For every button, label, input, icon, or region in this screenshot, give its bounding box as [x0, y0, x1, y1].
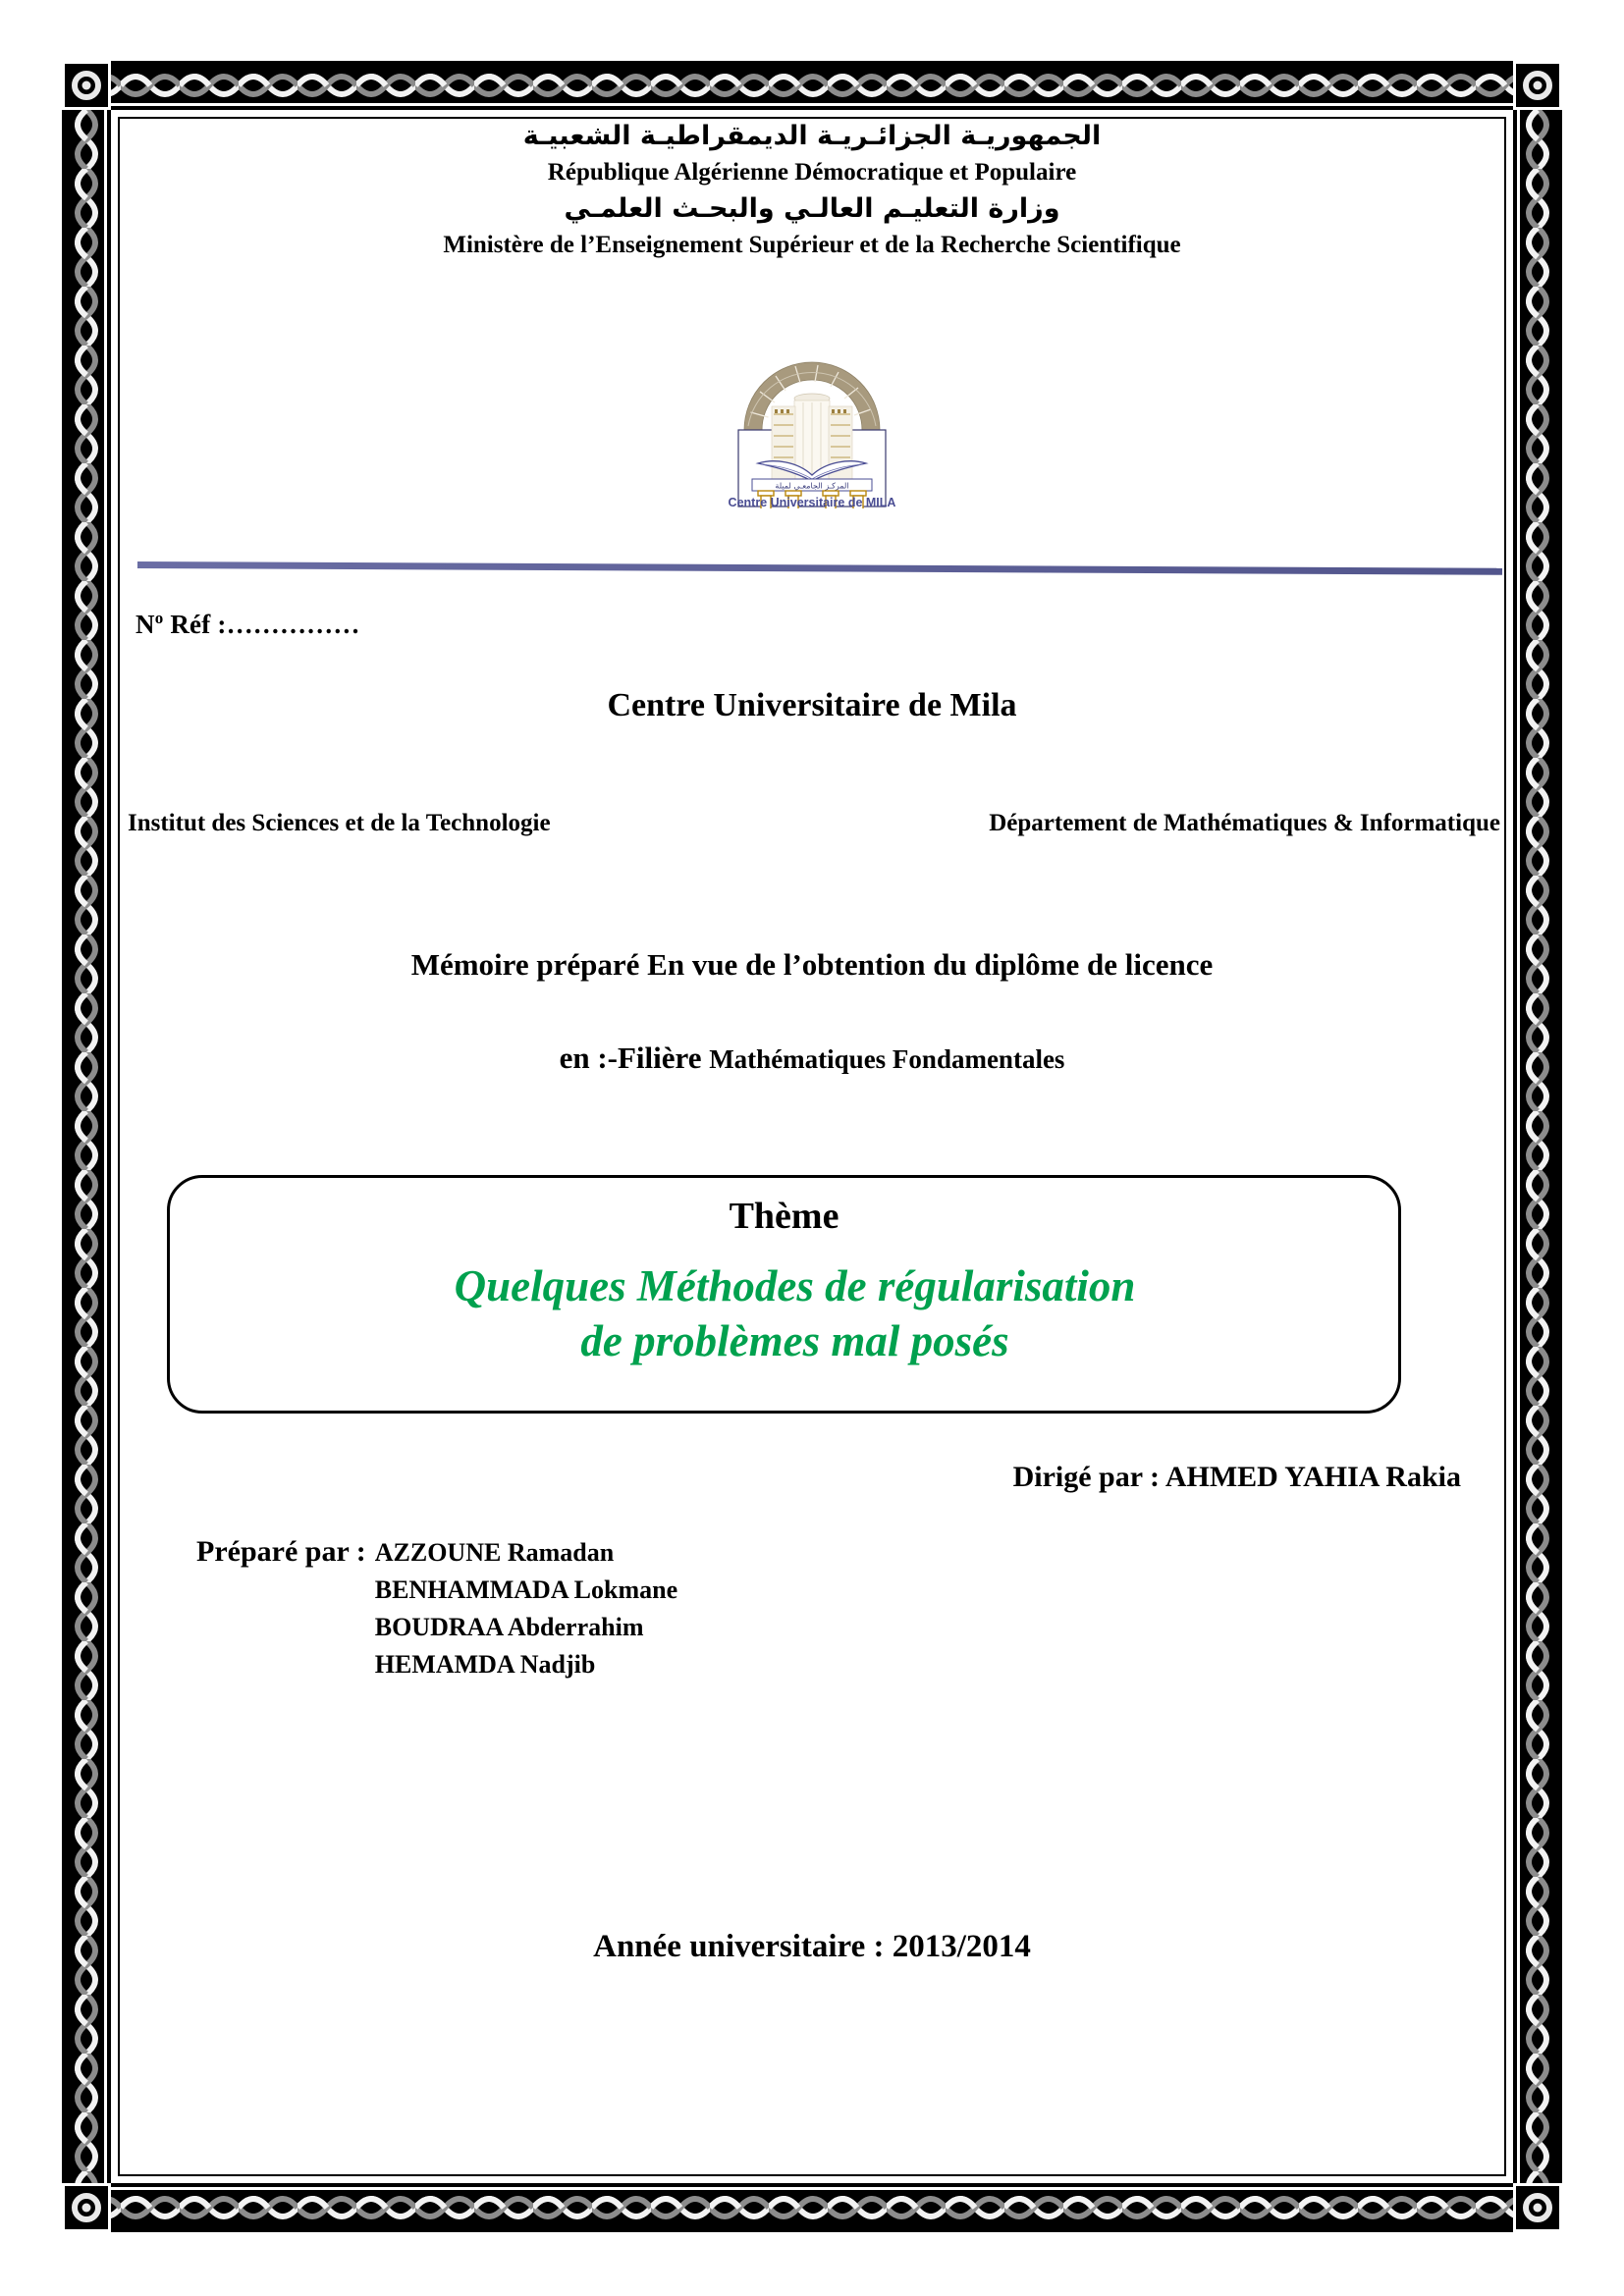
- author-name: HEMAMDA Nadjib: [374, 1649, 596, 1679]
- reference-prefix: N: [135, 610, 155, 639]
- corner-eye-bottom-right-icon: [1513, 2183, 1562, 2232]
- filiere-name: Mathématiques Fondamentales: [709, 1044, 1065, 1074]
- institute-name: Institut des Sciences et de la Technologie: [128, 810, 551, 836]
- filiere-prefix: en :-Filière: [559, 1041, 710, 1075]
- cover-content: [118, 118, 1506, 2175]
- reference-sup: o: [154, 609, 164, 627]
- thesis-title-line-2: de problèmes mal posés: [580, 1315, 1009, 1365]
- authors-label: Préparé par :: [196, 1535, 366, 1568]
- reference-number: [135, 609, 360, 640]
- author-name: AZZOUNE Ramadan: [374, 1538, 615, 1567]
- ministry-name-arabic: وزارة التعليـم العالـي والبحـث العلمـي: [564, 192, 1060, 224]
- logo-banner-arabic: المركـز الجامعـي لميلة: [775, 481, 849, 491]
- border-band-right: [1513, 110, 1562, 2183]
- theme-label: Thème: [729, 1196, 839, 1237]
- logo-caption: Centre Universitaire de MILA: [728, 496, 896, 508]
- country-name-arabic: الجمهوريـة الجزائـريـة الديمقراطيـة الشعبيـة: [522, 121, 1102, 151]
- corner-eye-top-left-icon: [62, 61, 111, 110]
- university-name: Centre Universitaire de Mila: [607, 687, 1017, 723]
- thesis-title-line-1: Quelques Méthodes de régularisation: [454, 1261, 1136, 1310]
- border-band-bottom: [62, 2183, 1562, 2232]
- university-arch-building-book-logo-icon: [725, 332, 899, 508]
- braid-pattern-top-icon: [62, 66, 1562, 105]
- university-logo: [725, 332, 899, 508]
- department-name: Département de Mathématiques & Informatique: [989, 810, 1500, 836]
- academic-year: Année universitaire : 2013/2014: [593, 1929, 1031, 1964]
- border-band-left: [62, 110, 111, 2183]
- braid-pattern-left-icon: [67, 110, 106, 2183]
- author-name: BOUDRAA Abderrahim: [374, 1612, 644, 1641]
- authors-block: [196, 1534, 677, 1683]
- corner-eye-bottom-left-icon: [62, 2183, 111, 2232]
- ministry-name-french: Ministère de l’Enseignement Supérieur et de la Recherche Scientifique: [443, 232, 1181, 259]
- braid-pattern-right-icon: [1518, 110, 1557, 2183]
- authors-list: [366, 1534, 677, 1683]
- author-name: BENHAMMADA Lokmane: [374, 1575, 678, 1604]
- theme-box: [167, 1175, 1401, 1414]
- filiere-line: [118, 1041, 1506, 1076]
- horizontal-decorative-rule: [137, 561, 1502, 575]
- border-band-top: [62, 61, 1562, 110]
- reference-text: Réf :……………: [163, 610, 360, 639]
- corner-eye-top-right-icon: [1513, 61, 1562, 110]
- institute-department-row: [128, 810, 1500, 837]
- supervisor-line: Dirigé par : AHMED YAHIA Rakia: [1012, 1461, 1461, 1493]
- braid-pattern-bottom-icon: [62, 2188, 1562, 2227]
- memoire-statement: Mémoire préparé En vue de l’obtention du diplôme de licence: [410, 947, 1214, 982]
- thesis-title: [170, 1259, 1398, 1369]
- country-name-french: République Algérienne Démocratique et Populaire: [547, 159, 1077, 187]
